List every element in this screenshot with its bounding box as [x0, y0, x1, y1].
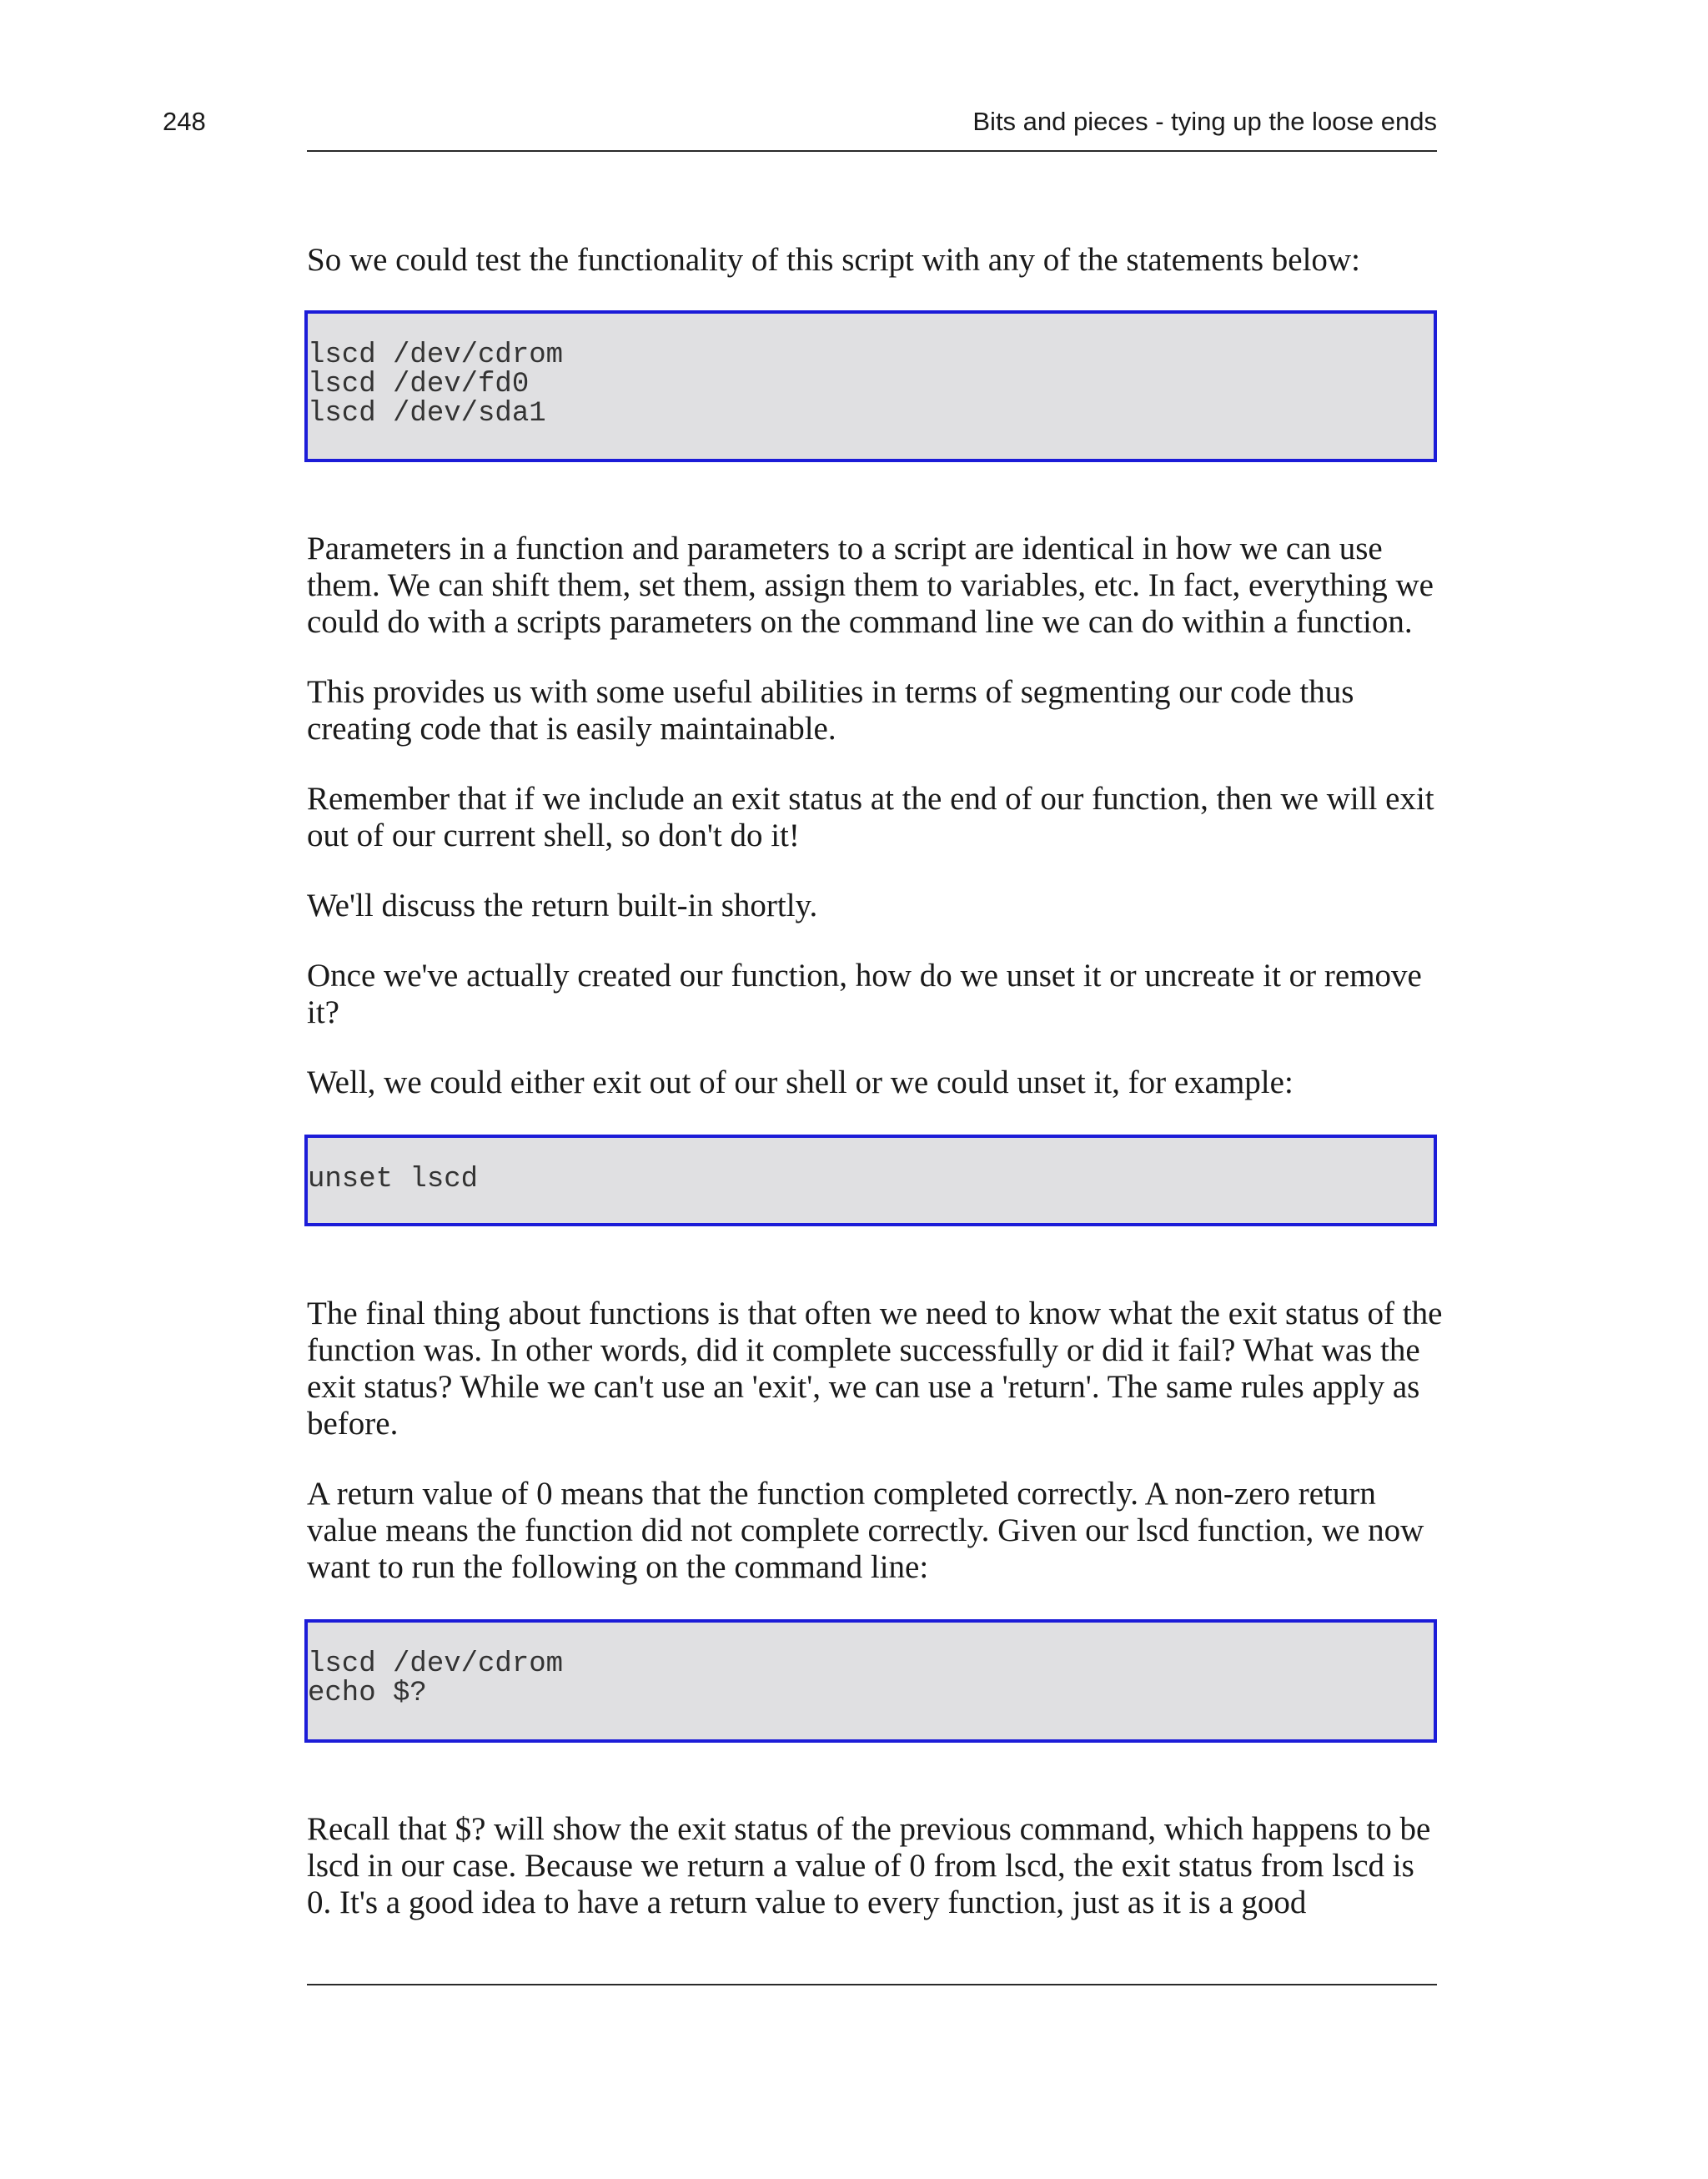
- header-rule: [307, 150, 1437, 152]
- paragraph-10: Recall that $? will show the exit status of the previous command, which happens to be lscd in our case. Because we return a value of 0 from lscd, the exit status from lscd is 0. It's a good idea to have a return value to every function, just as it is a good: [307, 1811, 1431, 1920]
- code-line: lscd /dev/sda1: [308, 398, 546, 430]
- code-block-2: [304, 1135, 1437, 1226]
- paragraph-7: Well, we could either exit out of our shell or we could unset it, for example:: [307, 1064, 1294, 1100]
- paragraph-8: The final thing about functions is that often we need to know what the exit status of the function was. In other words, did it complete successfully or did it fail? What was the exit status? While we can't use an 'exit', we can use a 'return'. The same rules apply as before.: [307, 1296, 1443, 1442]
- paragraph-6: Once we've actually created our function, how do we unset it or uncreate it or remove it?: [307, 958, 1422, 1030]
- code-line: lscd /dev/fd0: [308, 369, 530, 400]
- page-body: [307, 242, 1443, 1955]
- footer-rule: [307, 1984, 1437, 1985]
- paragraph-5: We'll discuss the return built-in shortly.: [307, 888, 818, 923]
- paragraph-9: A return value of 0 means that the function completed correctly. A non-zero return value means the function did not complete correctly. Given our lscd function, we now want to run the following on the command line:: [307, 1476, 1424, 1585]
- running-header-title: Bits and pieces - tying up the loose ends: [972, 107, 1437, 136]
- code-line: lscd /dev/cdrom: [308, 340, 564, 371]
- paragraph-3: This provides us with some useful abilities in terms of segmenting our code thus creating code that is easily maintainable.: [307, 674, 1354, 747]
- paragraph-4: Remember that if we include an exit status at the end of our function, then we will exit out of our current shell, so don't do it!: [307, 781, 1434, 853]
- code-line: unset lscd: [308, 1164, 479, 1195]
- paragraph-2: Parameters in a function and parameters to a script are identical in how we can use them. We can shift them, set them, assign them to variables, etc. In fact, everything we could do with a scripts parameters on the command line we can do within a function.: [307, 531, 1434, 640]
- code-block-1: [304, 310, 1437, 462]
- paragraph-1: So we could test the functionality of this script with any of the statements below:: [307, 242, 1360, 278]
- code-line: lscd /dev/cdrom: [308, 1648, 564, 1680]
- page-number: 248: [163, 107, 206, 136]
- code-line: echo $?: [308, 1678, 427, 1709]
- code-block-3: [304, 1619, 1437, 1743]
